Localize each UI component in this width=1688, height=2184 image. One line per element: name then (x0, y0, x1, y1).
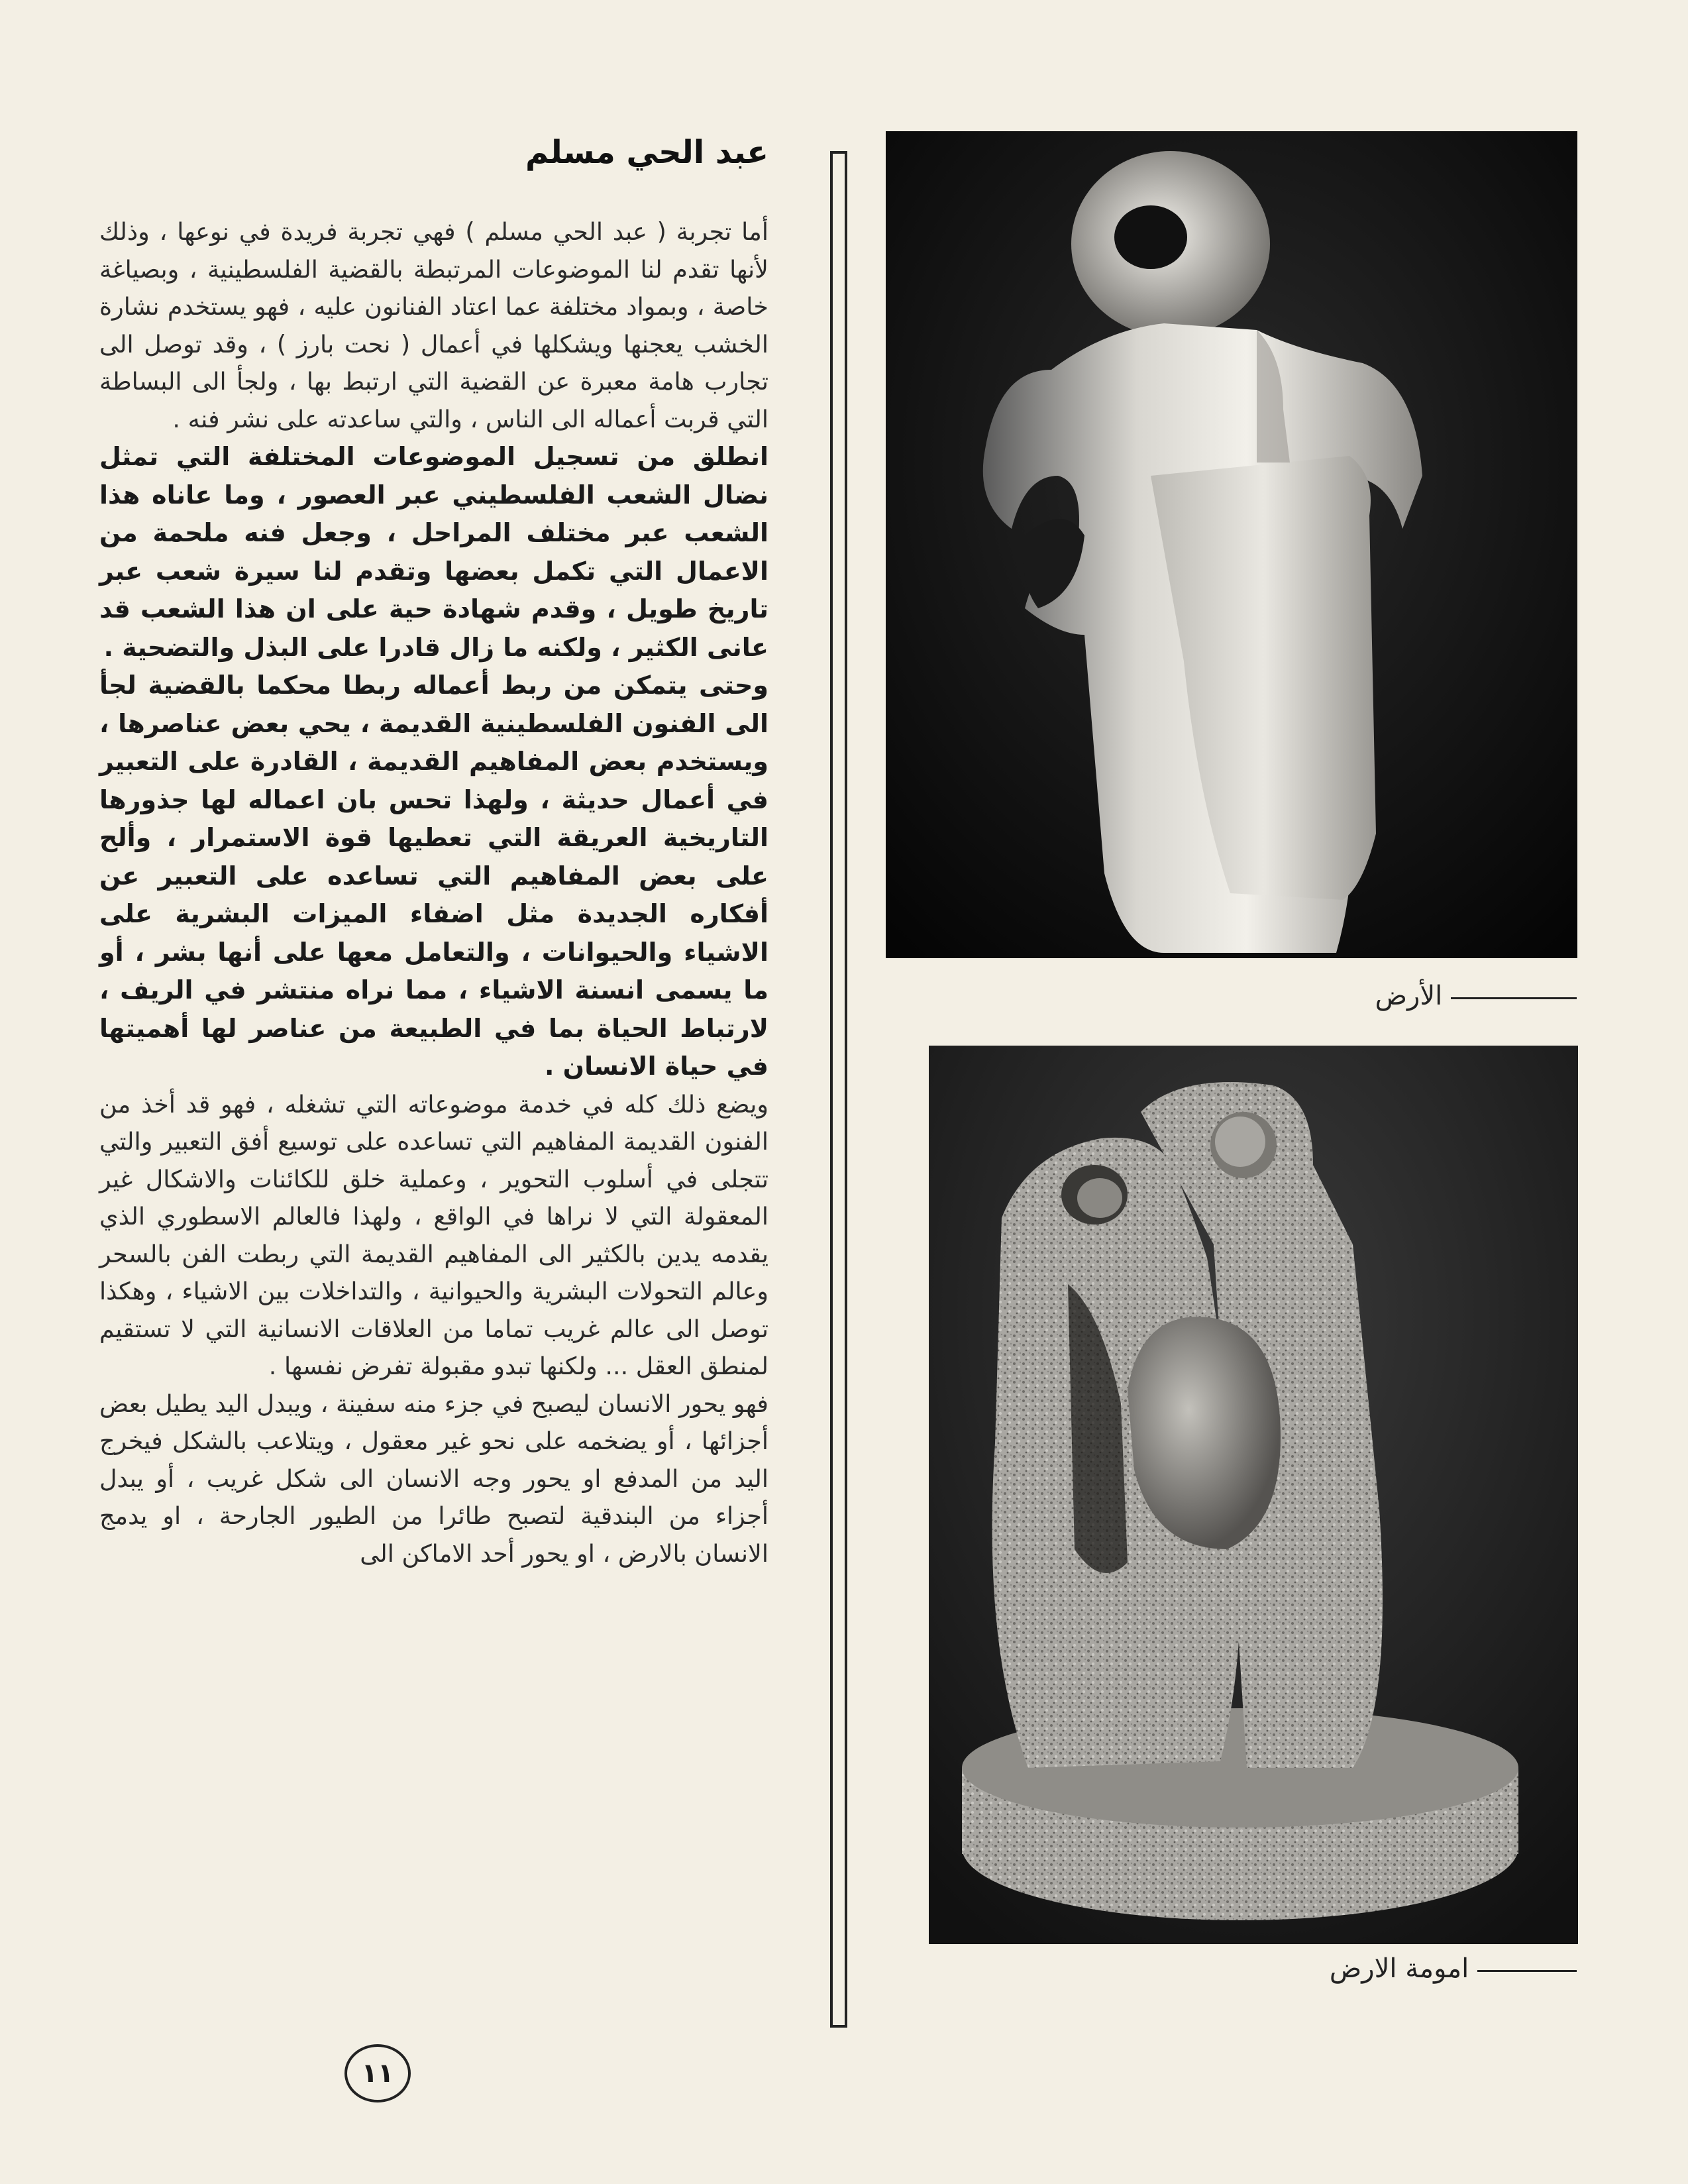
sculpture-photo-earth (886, 131, 1577, 958)
article-paragraph: فهو يحور الانسان ليصبح في جزء منه سفينة ، ويبدل اليد يطيل بعض أجزائها ، أو يضخمه على نحو غير معقول ، ويتلاعب بالشكل فيخرج اليد من المدفع او يحور وجه الانسان الى شكل غريب ، أو يبدل أجزاء من البندقية لتصبح طائرا من الطيور الجارحة ، او يدمج الانسان بالارض ، او يحور أحد الاماكن الى (99, 1389, 768, 1568)
article-paragraph: وحتى يتمكن من ربط أعماله ربطا محكما بالقضية لجأ الى الفنون الفلسطينية القديمة ، يحي بعض عناصرها ، ويستخدم بعض المفاهيم القديمة ، القادرة على التعبير في أعمال حديثة ، ولهذا تحس بان اعماله لها جذورها التاريخية العريقة التي تعطيها قوة الاستمرار ، وألح على بعض المفاهيم التي تساعده على التعبير عن أفكاره الجديدة مثل اضفاء الميزات البشرية على الاشياء والحيوانات ، والتعامل معها على أنها بشر ، أو ما يسمى انسنة الاشياء ، مما نراه منتشر في الريف ، لارتباط الحياة بما في الطبيعة من عناصر لها أهميتها في حياة الانسان . (99, 671, 768, 1081)
figure-caption (1325, 981, 1577, 1011)
article-heading: عبد الحي مسلم (525, 134, 768, 171)
article-column (99, 133, 768, 1572)
article-paragraph: أما تجربة ( عبد الحي مسلم ) فهي تجربة فريدة في نوعها ، وذلك لأنها تقدم لنا الموضوعات المرتبطة بالقضية الفلسطينية ، وبصياغة خاصة ، وبمواد مختلفة عما اعتاد الفنانون عليه ، فهو يستخدم نشارة الخشب يعجنها ويشكلها في أعمال ( نحت بارز ) ، وقد توصل الى تجارب هامة معبرة عن القضية التي ارتبط بها ، ولجأ الى البساطة التي قربت أعماله الى الناس ، والتي ساعدته على نشر فنه . (99, 217, 768, 433)
article-paragraph: انطلق من تسجيل الموضوعات المختلفة التي تمثل نضال الشعب الفلسطيني عبر العصور ، وما عاناه هذا الشعب عبر مختلف المراحل ، وجعل فنه ملحمة من الاعمال التي تكمل بعضها وتقدم لنا سيرة شعب عبر تاريخ طويل ، وقدم شهادة حية على ان هذا الشعب قد عانى الكثير ، ولكنه ما زال قادرا على البذل والتضحية . (99, 442, 768, 662)
caption-underline (1451, 997, 1577, 999)
column-divider (830, 151, 847, 2028)
caption-text: الأرض (1375, 981, 1443, 1011)
caption-text: امومة الارض (1329, 1953, 1469, 1984)
sculpture-earth-image (886, 131, 1577, 958)
article-paragraph: ويضع ذلك كله في خدمة موضوعاته التي تشغله ، فهو قد أخذ من الفنون القديمة المفاهيم التي تساعده على توسيع أفق التعبير والتي تتجلى في أسلوب التحوير ، وعملية خلق للكائنات والاشكال غير المعقولة التي لا نراها في الواقع ، ولهذا فالعالم الاسطوري الذي يقدمه يدين بالكثير الى المفاهيم القديمة التي ربطت الفن بالسحر وعالم التحولات البشرية والحيوانية ، والتداخلات بين الاشياء ، وهكذا توصل الى عالم غريب تماما من العلاقات الانسانية التي لا تستقيم لمنطق العقل ... ولكنها تبدو مقبولة تفرض نفسها . (99, 1089, 768, 1380)
caption-underline (1477, 1970, 1577, 1972)
sculpture-photo-motherhood (929, 1046, 1578, 1944)
figure-caption (1272, 1953, 1577, 1984)
page-number: ١١ (344, 2044, 411, 2102)
sculpture-motherhood-image (929, 1046, 1578, 1944)
